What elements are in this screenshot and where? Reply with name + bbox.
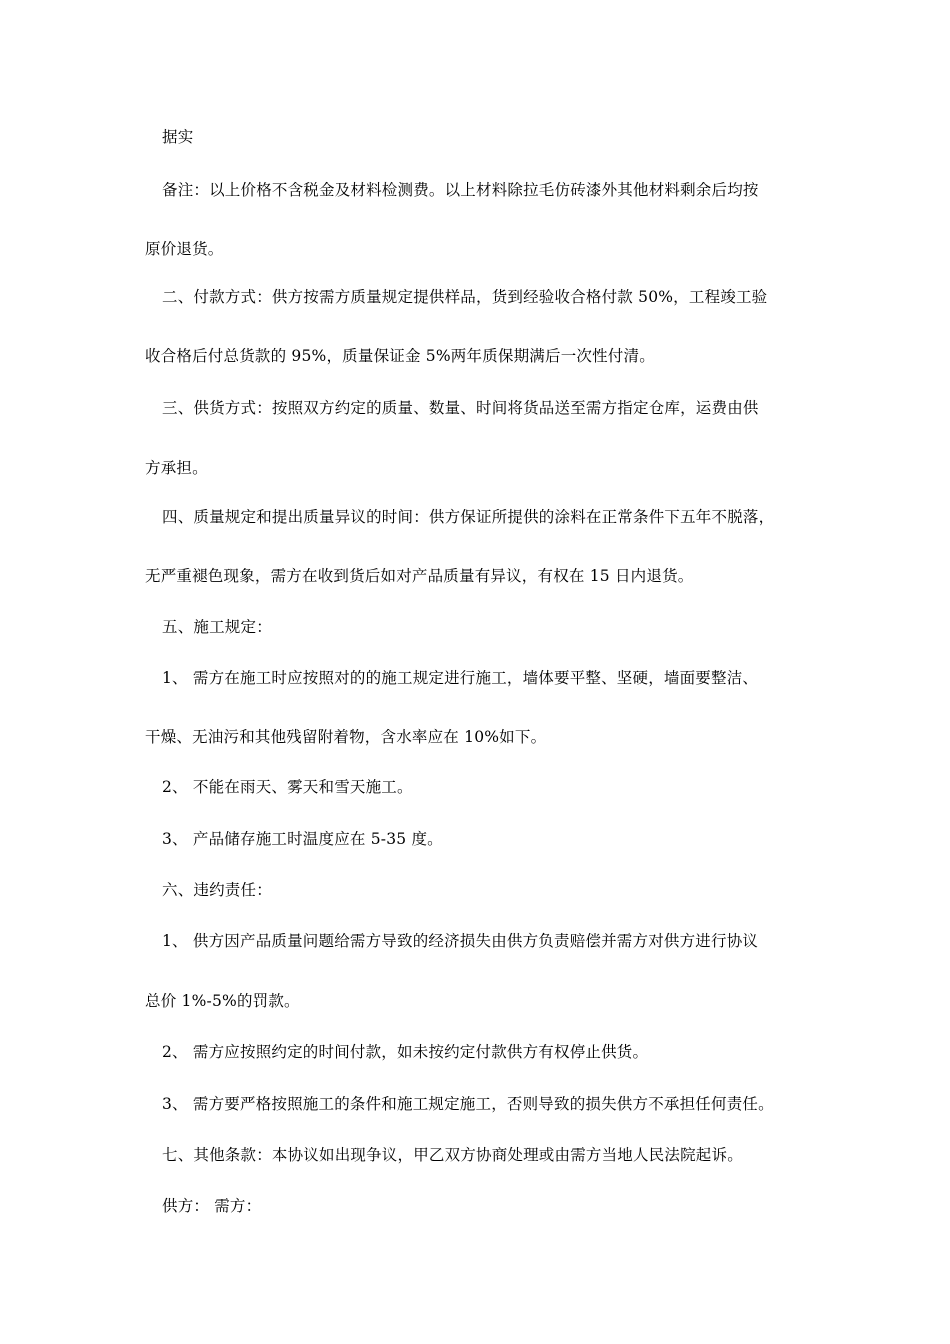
paragraph-line: 2、 不能在雨天、雾天和雪天施工。 — [162, 778, 413, 796]
paragraph-line: 方承担。 — [145, 459, 208, 477]
paragraph-line: 供方： 需方： — [162, 1197, 262, 1215]
paragraph-line: 五、施工规定： — [162, 618, 272, 636]
paragraph-line: 原价退货。 — [145, 240, 224, 258]
paragraph-line: 3、 产品储存施工时温度应在 5-35 度。 — [162, 830, 443, 848]
paragraph-line: 干燥、无油污和其他残留附着物，含水率应在 10%如下。 — [145, 728, 547, 746]
paragraph-line: 四、质量规定和提出质量异议的时间：供方保证所提供的涂料在正常条件下五年不脱落， — [162, 508, 775, 526]
paragraph-line: 1、 需方在施工时应按照对的的施工规定进行施工，墙体要平整、坚硬，墙面要整洁、 — [162, 669, 759, 687]
paragraph-line: 1、 供方因产品质量问题给需方导致的经济损失由供方负责赔偿并需方对供方进行协议 — [162, 932, 759, 950]
paragraph-line: 七、其他条款：本协议如出现争议，甲乙双方协商处理或由需方当地人民法院起诉。 — [162, 1146, 743, 1164]
paragraph-line: 无严重褪色现象，需方在收到货后如对产品质量有异议，有权在 15 日内退货。 — [145, 567, 694, 585]
paragraph-line: 2、 需方应按照约定的时间付款，如未按约定付款供方有权停止供货。 — [162, 1043, 649, 1061]
paragraph-line: 据实 — [162, 128, 194, 146]
paragraph-line: 收合格后付总货款的 95%，质量保证金 5%两年质保期满后一次性付清。 — [145, 347, 655, 365]
paragraph-line: 备注：以上价格不含税金及材料检测费。以上材料除拉毛仿砖漆外其他材料剩余后均按 — [162, 181, 759, 199]
paragraph-line: 3、 需方要严格按照施工的条件和施工规定施工，否则导致的损失供方不承担任何责任。 — [162, 1095, 774, 1113]
paragraph-line: 总价 1%-5%的罚款。 — [145, 992, 300, 1010]
paragraph-line: 二、付款方式：供方按需方质量规定提供样品，货到经验收合格付款 50%，工程竣工验 — [162, 288, 768, 306]
paragraph-line: 三、供货方式：按照双方约定的质量、数量、时间将货品送至需方指定仓库，运费由供 — [162, 399, 759, 417]
paragraph-line: 六、违约责任： — [162, 881, 272, 899]
